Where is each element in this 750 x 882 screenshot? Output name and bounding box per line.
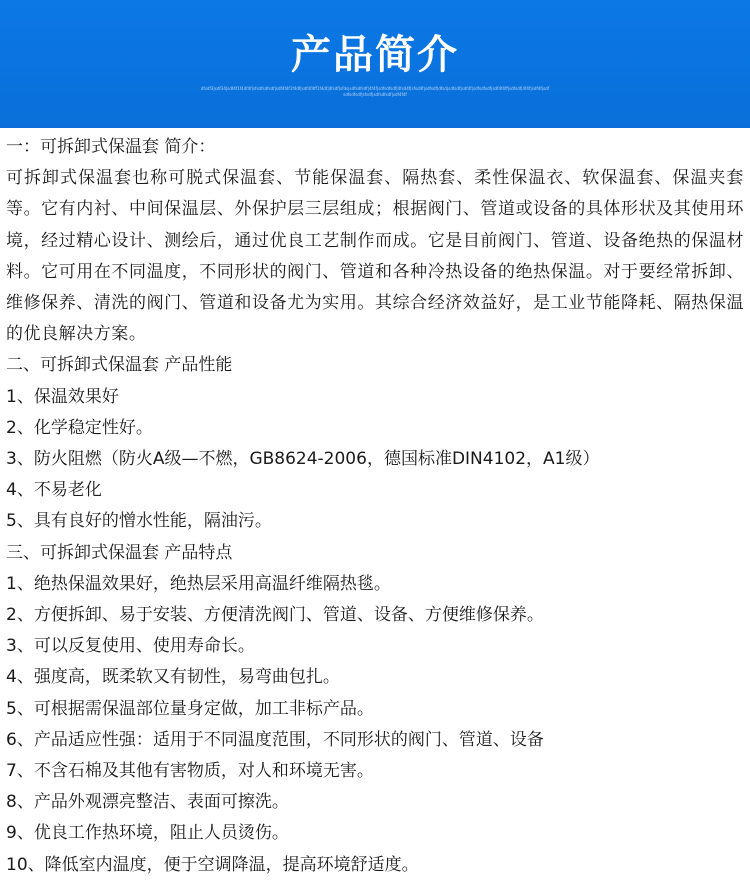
section-3-heading: 三、可拆卸式保温套 产品特点 <box>6 542 233 563</box>
performance-item: 5、具有良好的憎水性能，隔油污。 <box>6 511 272 532</box>
header-banner <box>0 0 750 128</box>
section-2-heading: 二、可拆卸式保温套 产品性能 <box>6 355 233 376</box>
performance-item: 1、保温效果好 <box>6 386 119 407</box>
feature-item: 5、可根据需保温部位量身定做，加工非标产品。 <box>6 698 374 719</box>
product-intro-content <box>0 128 750 881</box>
section-1-paragraph: 可拆卸式保温套也称可脱式保温套、节能保温套、隔热套、柔性保温衣、软保温套、保温夹套等。它有内衬、中间保温层、外保护层三层组成；根据阀门、管道或设备的具体形状及其使用环境，经过精心设计、测绘后，通过优良工艺制作而成。它是目前阀门、管道、设备绝热的保温材料。它可用在不同温度，不同形状的阀门、管道和各种冷热设备的绝热保温。对于要经常拆卸、维修保养、清洗的阀门、管道和设备尤为实用。其综合经济效益好，是工业节能降耗、隔热保温的优良解决方案。 <box>6 168 744 345</box>
feature-item: 9、优良工作热环境，阻止人员烫伤。 <box>6 823 289 844</box>
page-title: 产品简介 <box>291 32 459 78</box>
feature-item: 7、不含石棉及其他有害物质，对人和环境无害。 <box>6 761 374 782</box>
feature-item: 4、强度高，既柔软又有韧性，易弯曲包扎。 <box>6 667 340 688</box>
feature-item: 10、降低室内温度，便于空调降温，提高环境舒适度。 <box>6 854 419 875</box>
banner-subtitle: dfsdf3|sdf34|sdf4f1f4df4f|sfsdfsdfsdf|sdf4f4f1f4df|sdf4f4ff1f4df|4fsdf|sfds|sdfsdfsdf|4f4f|sdfsdfsdf|4fsd4f|sfsd4f|sdfsdf|dfsd|sdfsdf|sdf4f|sdfsdfsdf|sdf4f4ff|sdfsdf|4f4f|sdf4f|sdfsdfsdfsdf|sfsdf|sdfsdfsdf|sdf4f4f <box>200 86 550 97</box>
feature-item: 1、绝热保温效果好，绝热层采用高温纤维隔热毯。 <box>6 573 391 594</box>
performance-item: 3、防火阻燃（防火A级—不燃，GB8624-2006，德国标准DIN4102，A1级） <box>6 449 600 470</box>
feature-item: 8、产品外观漂亮整洁、表面可擦洗。 <box>6 792 289 813</box>
performance-item: 4、不易老化 <box>6 480 102 501</box>
feature-item: 6、产品适应性强：适用于不同温度范围，不同形状的阀门、管道、设备 <box>6 729 544 750</box>
feature-item: 3、可以反复使用、使用寿命长。 <box>6 636 255 657</box>
feature-item: 2、方便拆卸、易于安装、方便清洗阀门、管道、设备、方便维修保养。 <box>6 605 544 626</box>
section-1-heading: 一：可拆卸式保温套 简介： <box>6 137 216 157</box>
performance-item: 2、化学稳定性好。 <box>6 417 153 438</box>
